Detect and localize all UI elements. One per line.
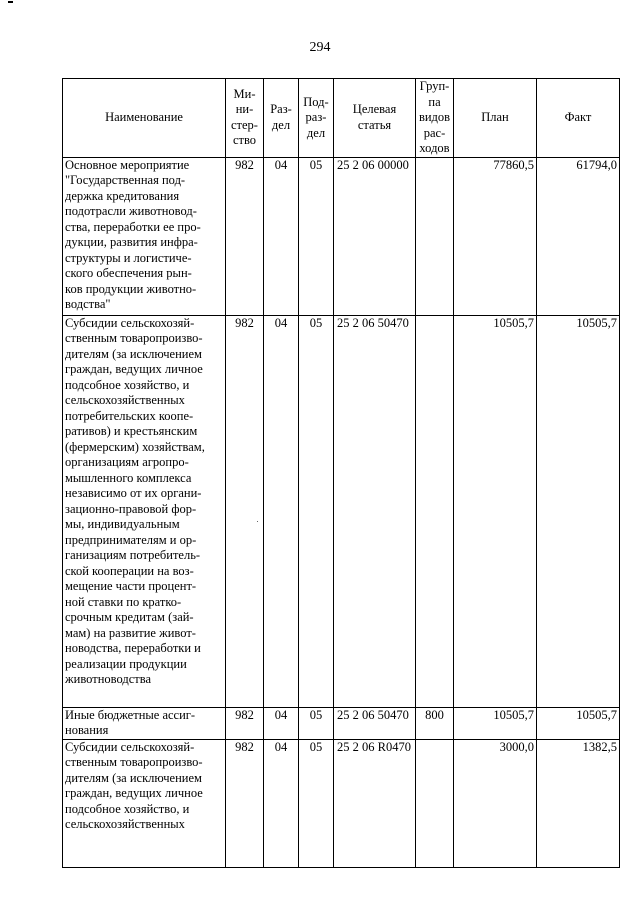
- cell-plan: 10505,7: [454, 315, 537, 707]
- cell-section: 04: [264, 707, 299, 739]
- cell-plan: 77860,5: [454, 157, 537, 315]
- cell-section: 04: [264, 315, 299, 707]
- table-row: [63, 739, 620, 867]
- cell-name: Субсидии сельскохозяй- ственным товаропроизво- дителям (за исключением граждан, ведущих личное подсобное хозяйство, и сельскохозяйственных: [63, 739, 226, 867]
- cell-ministry: 982: [226, 739, 264, 867]
- cell-expense-group: [416, 157, 454, 315]
- header-plan: План: [454, 79, 537, 158]
- page-number: 294: [309, 40, 331, 55]
- cell-target: 25 2 06 00000: [334, 157, 416, 315]
- cell-plan: 10505,7: [454, 707, 537, 739]
- table-row: [63, 315, 620, 707]
- header-section: Раз- дел: [264, 79, 299, 158]
- cell-fact: 10505,7: [537, 315, 620, 707]
- header-name: Наименование: [63, 79, 226, 158]
- header-fact: Факт: [537, 79, 620, 158]
- table-row: [63, 707, 620, 739]
- cell-target: 25 2 06 50470: [334, 315, 416, 707]
- header-target: Целевая статья: [334, 79, 416, 158]
- table-row: [63, 157, 620, 315]
- cell-subsection: 05: [299, 707, 334, 739]
- cell-subsection: 05: [299, 739, 334, 867]
- cell-expense-group: [416, 315, 454, 707]
- cell-target: 25 2 06 50470: [334, 707, 416, 739]
- header-subsection: Под- раз- дел: [299, 79, 334, 158]
- cell-plan: 3000,0: [454, 739, 537, 867]
- scan-artifact-mark: [8, 1, 13, 3]
- cell-ministry: 982: [226, 157, 264, 315]
- cell-fact: 10505,7: [537, 707, 620, 739]
- table-header: [63, 79, 620, 158]
- cell-subsection: 05: [299, 315, 334, 707]
- header-expense-group: Груп- па видов рас- ходов: [416, 79, 454, 158]
- cell-name: Субсидии сельскохозяй- ственным товаропроизво- дителям (за исключением граждан, ведущих личное подсобное хозяйство, и сельскохозяйственных потребительских коопе- ративов) и крестьянским (фермерским) хозяйствам, организациям агропро- мышленного комплекса независимо от их органи- зационно-правовой фор- мы, индивидуальным предпринимателям и ор- ганизациям потребитель- ской кооперации на воз- мещение части процент- ной ставки по кратко- срочным кредитам (зай- мам) на развитие живот- новодства, переработки и реализации продукции животноводства: [63, 315, 226, 707]
- cell-name: Основное мероприятие "Государственная под- держка кредитования подотрасли животновод- ства, переработки ее про- дукции, развития инфра- структуры и логистиче- ского обеспечения рын- ков продукции животно- водства": [63, 157, 226, 315]
- header-ministry: Ми- ни- стер- ство: [226, 79, 264, 158]
- cell-subsection: 05: [299, 157, 334, 315]
- cell-expense-group: 800: [416, 707, 454, 739]
- cell-fact: 61794,0: [537, 157, 620, 315]
- budget-table: [62, 78, 620, 868]
- cell-fact: 1382,5: [537, 739, 620, 867]
- cell-ministry: 982: [226, 707, 264, 739]
- cell-ministry: 982: [226, 315, 264, 707]
- cell-name: Иные бюджетные ассиг- нования: [63, 707, 226, 739]
- cell-section: 04: [264, 157, 299, 315]
- cell-target: 25 2 06 R0470: [334, 739, 416, 867]
- cell-expense-group: [416, 739, 454, 867]
- cell-section: 04: [264, 739, 299, 867]
